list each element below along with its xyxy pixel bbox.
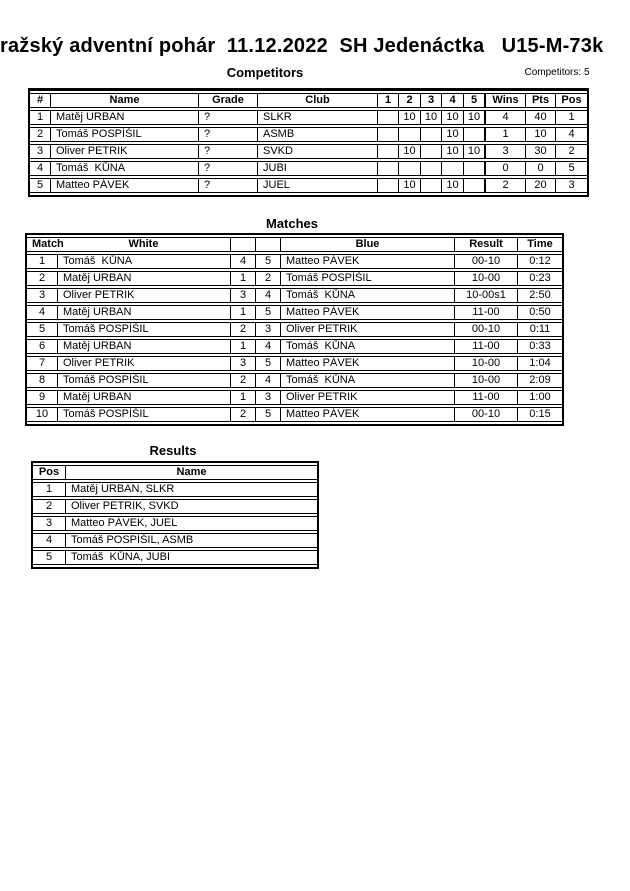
cell: 00-10: [454, 254, 517, 269]
cell: 11-00: [454, 339, 517, 354]
cell: Matteo PÁVEK: [280, 305, 454, 320]
cell: Tomáš POSPÍŠIL: [280, 271, 454, 286]
cell: 0:50: [517, 305, 562, 320]
competitors-caption: Competitors: [226, 65, 304, 80]
cell: 00-10: [454, 407, 517, 422]
cell: 9: [27, 390, 57, 405]
column-header: 3: [420, 93, 441, 108]
column-header: Time: [517, 237, 562, 252]
column-header: 5: [463, 93, 484, 108]
column-header: Result: [454, 237, 517, 252]
cell: 0: [484, 161, 525, 176]
cell: Tomáš POSPÍŠIL, ASMB: [65, 533, 317, 548]
table-row: [27, 373, 562, 388]
column-header: White: [57, 237, 230, 252]
cell: [377, 144, 398, 159]
cell: [420, 144, 441, 159]
cell: 5: [27, 322, 57, 337]
cell: ?: [198, 178, 257, 193]
cell: [441, 161, 463, 176]
cell: 2: [27, 271, 57, 286]
cell: 2: [484, 178, 525, 193]
cell: Tomáš POSPÍŠIL: [57, 373, 230, 388]
table-row: [33, 516, 317, 531]
cell: 2: [230, 373, 255, 388]
table-row: [27, 305, 562, 320]
cell: 2: [33, 499, 65, 514]
cell: 1: [230, 339, 255, 354]
cell: Matěj URBAN: [50, 110, 198, 125]
column-header: 2: [398, 93, 420, 108]
cell: 2:50: [517, 288, 562, 303]
cell: Tomáš KŮNA: [50, 161, 198, 176]
cell: Tomáš POSPÍŠIL: [57, 322, 230, 337]
table-row: [27, 288, 562, 303]
table-row: [27, 339, 562, 354]
cell: Matteo PÁVEK: [280, 254, 454, 269]
column-header: [230, 237, 255, 252]
cell: 4: [30, 161, 50, 176]
table-row: [33, 533, 317, 548]
cell: 10: [398, 110, 420, 125]
cell: 30: [525, 144, 555, 159]
cell: SVKD: [257, 144, 377, 159]
matches-caption: Matches: [265, 216, 319, 231]
table-row: [30, 144, 587, 159]
cell: [377, 161, 398, 176]
cell: Oliver PETRIK: [50, 144, 198, 159]
cell: Tomáš KŮNA: [57, 254, 230, 269]
cell: 3: [230, 288, 255, 303]
table-row: [27, 407, 562, 422]
cell: ASMB: [257, 127, 377, 142]
cell: [398, 161, 420, 176]
cell: 2: [230, 322, 255, 337]
cell: 10-00: [454, 356, 517, 371]
cell: 0:15: [517, 407, 562, 422]
column-header: Wins: [484, 93, 525, 108]
cell: Matěj URBAN: [57, 339, 230, 354]
cell: 5: [30, 178, 50, 193]
cell: 1:00: [517, 390, 562, 405]
cell: JUEL: [257, 178, 377, 193]
cell: 4: [33, 533, 65, 548]
results-table: [31, 461, 319, 569]
cell: 10: [398, 144, 420, 159]
cell: 5: [255, 254, 280, 269]
cell: Matteo PÁVEK, JUEL: [65, 516, 317, 531]
cell: 10: [525, 127, 555, 142]
cell: 3: [230, 356, 255, 371]
cell: Oliver PETRIK, SVKD: [65, 499, 317, 514]
cell: 10: [420, 110, 441, 125]
cell: Tomáš KŮNA: [280, 339, 454, 354]
table-row: [27, 322, 562, 337]
table-row: [30, 161, 587, 176]
cell: Matěj URBAN: [57, 390, 230, 405]
cell: 3: [555, 178, 587, 193]
cell: 0:23: [517, 271, 562, 286]
cell: [377, 178, 398, 193]
cell: 0: [525, 161, 555, 176]
cell: 4: [484, 110, 525, 125]
header-row: [33, 465, 317, 480]
cell: ?: [198, 144, 257, 159]
cell: 2: [255, 271, 280, 286]
cell: 10: [441, 127, 463, 142]
cell: 1: [230, 305, 255, 320]
cell: 00-10: [454, 322, 517, 337]
competitors-table: [28, 88, 589, 197]
column-header: Blue: [280, 237, 454, 252]
cell: 1: [484, 127, 525, 142]
competitors-count-label: Competitors: 5: [524, 67, 590, 78]
cell: 3: [30, 144, 50, 159]
cell: 4: [255, 339, 280, 354]
cell: 10: [463, 144, 484, 159]
cell: [463, 161, 484, 176]
cell: 5: [33, 550, 65, 565]
column-header: Name: [65, 465, 317, 480]
cell: 10-00: [454, 271, 517, 286]
cell: 4: [255, 288, 280, 303]
matches-table: [25, 233, 564, 426]
cell: 1: [27, 254, 57, 269]
cell: 1:04: [517, 356, 562, 371]
header-row: [27, 237, 562, 252]
table-row: [27, 390, 562, 405]
column-header: Name: [50, 93, 198, 108]
cell: [463, 178, 484, 193]
cell: 3: [33, 516, 65, 531]
cell: 10: [441, 144, 463, 159]
cell: Matěj URBAN, SLKR: [65, 482, 317, 497]
cell: 6: [27, 339, 57, 354]
cell: 7: [27, 356, 57, 371]
cell: 3: [255, 390, 280, 405]
cell: 1: [230, 271, 255, 286]
column-header: Pos: [555, 93, 587, 108]
cell: [377, 127, 398, 142]
cell: 10: [27, 407, 57, 422]
cell: [463, 127, 484, 142]
header-row: [30, 93, 587, 108]
cell: ?: [198, 110, 257, 125]
column-header: Club: [257, 93, 377, 108]
cell: 2: [30, 127, 50, 142]
cell: Tomáš KŮNA, JUBI: [65, 550, 317, 565]
cell: [398, 127, 420, 142]
cell: Tomáš KŮNA: [280, 288, 454, 303]
cell: Tomáš POSPÍŠIL: [57, 407, 230, 422]
column-header: 1: [377, 93, 398, 108]
cell: 11-00: [454, 390, 517, 405]
cell: Matěj URBAN: [57, 271, 230, 286]
table-row: [30, 127, 587, 142]
column-header: Pts: [525, 93, 555, 108]
cell: Matěj URBAN: [57, 305, 230, 320]
cell: 3: [484, 144, 525, 159]
cell: Oliver PETRIK: [57, 356, 230, 371]
cell: [420, 127, 441, 142]
table-row: [27, 356, 562, 371]
table-row: [33, 482, 317, 497]
cell: 2:09: [517, 373, 562, 388]
cell: Oliver PETRIK: [280, 390, 454, 405]
column-header: Match: [27, 237, 57, 252]
cell: Matteo PÁVEK: [50, 178, 198, 193]
column-header: 4: [441, 93, 463, 108]
cell: 0:33: [517, 339, 562, 354]
cell: [420, 178, 441, 193]
cell: 5: [555, 161, 587, 176]
cell: 3: [27, 288, 57, 303]
cell: 2: [555, 144, 587, 159]
cell: Matteo PÁVEK: [280, 356, 454, 371]
table-row: [33, 550, 317, 565]
column-header: #: [30, 93, 50, 108]
cell: 4: [555, 127, 587, 142]
cell: 1: [230, 390, 255, 405]
table-row: [30, 178, 587, 193]
cell: 10: [441, 110, 463, 125]
column-header: [255, 237, 280, 252]
column-header: Pos: [33, 465, 65, 480]
cell: 11-00: [454, 305, 517, 320]
cell: Tomáš POSPÍŠIL: [50, 127, 198, 142]
cell: 8: [27, 373, 57, 388]
cell: 4: [27, 305, 57, 320]
cell: Oliver PETRIK: [280, 322, 454, 337]
cell: [420, 161, 441, 176]
column-header: Grade: [198, 93, 257, 108]
cell: 1: [555, 110, 587, 125]
cell: 3: [255, 322, 280, 337]
cell: JUBI: [257, 161, 377, 176]
cell: 5: [255, 305, 280, 320]
cell: 10-00: [454, 373, 517, 388]
cell: 2: [230, 407, 255, 422]
cell: 4: [255, 373, 280, 388]
cell: 10: [463, 110, 484, 125]
cell: 1: [33, 482, 65, 497]
cell: [377, 110, 398, 125]
cell: 0:11: [517, 322, 562, 337]
cell: 10: [398, 178, 420, 193]
page-title: ražský adventní pohár 11.12.2022 SH Jedenáctka U15-M-73k: [0, 35, 604, 57]
table-row: [33, 499, 317, 514]
cell: Tomáš KŮNA: [280, 373, 454, 388]
cell: 10: [441, 178, 463, 193]
cell: 0:12: [517, 254, 562, 269]
cell: 1: [30, 110, 50, 125]
cell: 40: [525, 110, 555, 125]
table-row: [27, 271, 562, 286]
table-row: [27, 254, 562, 269]
results-caption: Results: [149, 443, 197, 458]
cell: ?: [198, 127, 257, 142]
cell: ?: [198, 161, 257, 176]
cell: Matteo PÁVEK: [280, 407, 454, 422]
cell: 10-00s1: [454, 288, 517, 303]
table-row: [30, 110, 587, 125]
cell: 4: [230, 254, 255, 269]
cell: 20: [525, 178, 555, 193]
cell: 5: [255, 407, 280, 422]
cell: Oliver PETRIK: [57, 288, 230, 303]
cell: SLKR: [257, 110, 377, 125]
cell: 5: [255, 356, 280, 371]
